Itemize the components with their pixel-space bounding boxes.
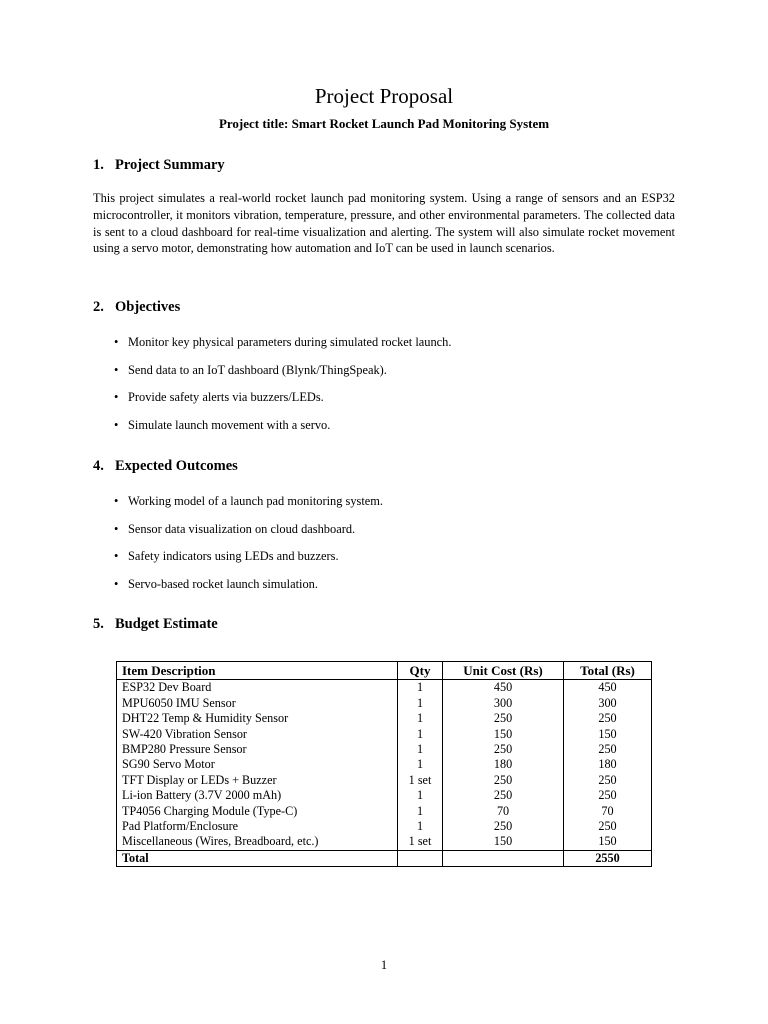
- bullet-icon: •: [114, 576, 119, 591]
- bullet-icon: •: [114, 417, 119, 432]
- list-item: • Monitor key physical parameters during simulated rocket launch.: [114, 335, 452, 349]
- column-header: Item Description: [117, 662, 398, 680]
- bullet-icon: •: [114, 494, 119, 508]
- section-number: 1.: [93, 157, 104, 173]
- page-title: Project Proposal: [314, 84, 454, 108]
- column-header: Unit Cost (Rs): [443, 662, 564, 680]
- list-item: • Servo-based rocket launch simulation.: [114, 576, 318, 591]
- section-heading-budget: [93, 614, 218, 634]
- budget-table: [116, 661, 652, 867]
- section-title: Project Summary: [115, 157, 225, 173]
- section-title: Objectives: [115, 299, 181, 315]
- table-row: Li-ion Battery (3.7V 2000 mAh) 1 250 250: [117, 788, 652, 803]
- section-number: 2.: [93, 299, 104, 315]
- table-row: ESP32 Dev Board 1 450 450: [117, 680, 652, 696]
- bullet-icon: •: [114, 335, 119, 349]
- table-row: MPU6050 IMU Sensor 1 300 300: [117, 696, 652, 711]
- table-row: DHT22 Temp & Humidity Sensor 1 250 250: [117, 711, 652, 726]
- table-row: TP4056 Charging Module (Type-C) 1 70 70: [117, 804, 652, 819]
- table-row: SG90 Servo Motor 1 180 180: [117, 757, 652, 772]
- table-row: Pad Platform/Enclosure 1 250 250: [117, 819, 652, 834]
- list-item: • Sensor data visualization on cloud dashboard.: [114, 521, 356, 536]
- section-heading-objectives: [93, 297, 180, 317]
- table-row: BMP280 Pressure Sensor 1 250 250: [117, 742, 652, 757]
- list-item: • Provide safety alerts via buzzers/LEDs.: [114, 390, 324, 404]
- section-heading-summary: [93, 155, 225, 175]
- column-header: Qty: [398, 662, 443, 680]
- total-label: Total: [117, 850, 398, 866]
- table-total-row: [117, 850, 652, 866]
- list-item: • Working model of a launch pad monitoring system.: [114, 494, 384, 508]
- page-number: 1: [380, 958, 388, 972]
- bullet-icon: •: [114, 521, 119, 536]
- section-heading-outcomes: [93, 456, 238, 476]
- bullet-icon: •: [114, 362, 119, 377]
- table-row: Miscellaneous (Wires, Breadboard, etc.) 1 set 150 150: [117, 834, 652, 850]
- bullet-icon: •: [114, 549, 119, 563]
- section-number: 4.: [93, 458, 104, 474]
- summary-paragraph: This project simulates a real-world rocket launch pad monitoring system. Using a range of sensors and an ESP32 microcontroller, it monitors vibration, temperature, pressure, and other environmental parameters. The collected data is sent to a cloud dashboard for real-time visualization and alerting. The system will also simulate rocket movement using a servo motor, demonstrating how automation and IoT can be used in launch scenarios.: [93, 191, 675, 256]
- column-header: Total (Rs): [564, 662, 652, 680]
- outcomes-list: [114, 493, 383, 603]
- list-item: • Send data to an IoT dashboard (Blynk/ThingSpeak).: [114, 362, 387, 377]
- section-title: Expected Outcomes: [115, 458, 238, 474]
- list-item: • Safety indicators using LEDs and buzzers.: [114, 549, 339, 563]
- total-value: 2550: [564, 850, 652, 866]
- table-row: TFT Display or LEDs + Buzzer 1 set 250 250: [117, 773, 652, 788]
- objectives-list: [114, 334, 451, 444]
- bullet-icon: •: [114, 390, 119, 404]
- section-number: 5.: [93, 616, 104, 632]
- table-row: SW-420 Vibration Sensor 1 150 150: [117, 727, 652, 742]
- table-header-row: [117, 662, 652, 680]
- project-subtitle: Project title: Smart Rocket Launch Pad Monitoring System: [218, 116, 550, 131]
- section-title: Budget Estimate: [115, 616, 218, 632]
- list-item: • Simulate launch movement with a servo.: [114, 417, 331, 432]
